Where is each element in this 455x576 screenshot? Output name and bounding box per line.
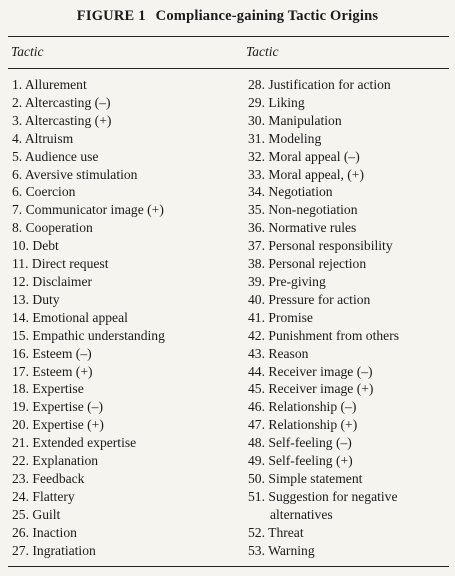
tactic-item: 47. Relationship (+) bbox=[248, 417, 358, 433]
tactic-item: 43. Reason bbox=[248, 345, 309, 361]
tactic-item: 2. Altercasting (–) bbox=[12, 94, 111, 110]
tactic-item: 6. Coercion bbox=[12, 184, 76, 200]
tactic-item: 19. Expertise (–) bbox=[12, 399, 103, 415]
tactic-item: 24. Flattery bbox=[12, 488, 75, 504]
tactic-item: 14. Emotional appeal bbox=[12, 309, 128, 325]
tactic-item: 44. Receiver image (–) bbox=[248, 363, 373, 379]
tactic-item: 29. Liking bbox=[248, 94, 305, 110]
bottom-rule bbox=[8, 566, 449, 567]
tactic-item bbox=[248, 488, 453, 524]
tactic-item: 20. Expertise (+) bbox=[12, 417, 104, 433]
tactic-item: 28. Justification for action bbox=[248, 77, 391, 92]
tactic-item: 53. Warning bbox=[248, 542, 315, 558]
tactic-item: 33. Moral appeal, (+) bbox=[248, 166, 364, 182]
tactic-item: 50. Simple statement bbox=[248, 470, 363, 486]
tactic-item: 25. Guilt bbox=[12, 506, 61, 522]
tactic-item: 32. Moral appeal (–) bbox=[248, 148, 360, 164]
figure-caption bbox=[0, 8, 455, 25]
tactic-item: 15. Empathic understanding bbox=[12, 327, 165, 343]
tactic-item: 36. Normative rules bbox=[248, 220, 357, 236]
tactic-item: 34. Negotiation bbox=[248, 184, 333, 200]
tactic-item: 3. Altercasting (+) bbox=[12, 112, 112, 128]
tactic-item: 42. Punishment from others bbox=[248, 327, 400, 343]
tactic-item: 26. Inaction bbox=[12, 524, 77, 540]
tactic-item: 16. Esteem (–) bbox=[12, 345, 92, 361]
tactic-item: 27. Ingratiation bbox=[12, 542, 96, 558]
tactic-item: 35. Non-negotiation bbox=[248, 202, 358, 218]
tactic-item: 31. Modeling bbox=[248, 130, 322, 146]
left-column-header: Tactic bbox=[11, 44, 44, 59]
tactic-item: 52. Threat bbox=[248, 524, 304, 540]
tactic-item: 11. Direct request bbox=[12, 256, 109, 272]
tactic-item: 38. Personal rejection bbox=[248, 256, 367, 272]
tactic-item: 17. Esteem (+) bbox=[12, 363, 93, 379]
tactic-item: 40. Pressure for action bbox=[248, 291, 371, 307]
tactic-item: 41. Promise bbox=[248, 309, 313, 325]
tactic-item: 18. Expertise bbox=[12, 381, 84, 397]
tactic-item: 1. Allurement bbox=[12, 77, 87, 92]
tactic-item: 49. Self-feeling (+) bbox=[248, 453, 353, 469]
left-tactic-list bbox=[12, 76, 240, 559]
tactic-item: 45. Receiver image (+) bbox=[248, 381, 374, 397]
tactic-item: 12. Disclaimer bbox=[12, 273, 93, 289]
tactic-item: 46. Relationship (–) bbox=[248, 399, 357, 415]
tactic-item: 8. Cooperation bbox=[12, 220, 93, 236]
tactic-item: 37. Personal responsibility bbox=[248, 238, 393, 254]
tactic-item: 7. Communicator image (+) bbox=[12, 202, 164, 218]
tactic-item: 48. Self-feeling (–) bbox=[248, 435, 352, 451]
tactic-item: 4. Altruism bbox=[12, 130, 74, 146]
tactic-item: 13. Duty bbox=[12, 291, 60, 307]
header-rule bbox=[8, 68, 449, 69]
tactic-item: 22. Explanation bbox=[12, 453, 99, 469]
tactic-item: 30. Manipulation bbox=[248, 112, 342, 128]
figure-title: Compliance-gaining Tactic Origins bbox=[155, 8, 379, 24]
tactic-item-line: alternatives bbox=[270, 506, 333, 522]
tactic-item: 21. Extended expertise bbox=[12, 435, 137, 451]
tactic-item: 6. Aversive stimulation bbox=[12, 166, 138, 182]
tactic-item: 10. Debt bbox=[12, 238, 59, 254]
top-rule bbox=[8, 36, 449, 37]
tactic-item: 5. Audience use bbox=[12, 148, 99, 164]
figure-number: FIGURE 1 bbox=[76, 8, 146, 24]
right-column-header: Tactic bbox=[246, 44, 279, 59]
tactic-item: 23. Feedback bbox=[12, 470, 85, 486]
tactic-item-line: 51. Suggestion for negative bbox=[248, 488, 398, 504]
right-tactic-list bbox=[248, 76, 453, 559]
tactic-item: 39. Pre-giving bbox=[248, 273, 326, 289]
